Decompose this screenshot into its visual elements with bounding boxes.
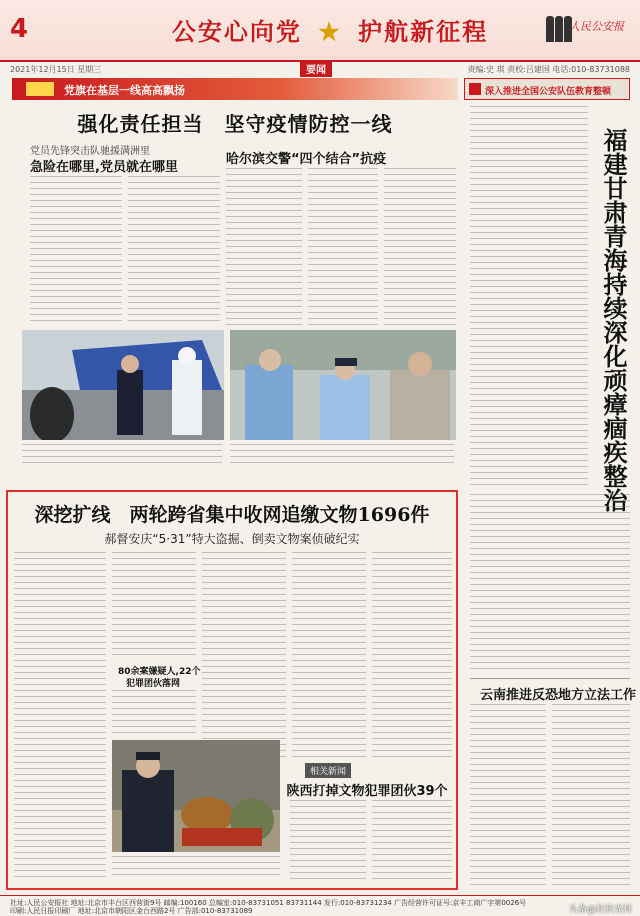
yunnan-headline: 云南推进反恐地方立法工作	[480, 688, 637, 703]
top-headline: 强化责任担当 坚守疫情防控一线	[77, 112, 393, 136]
issue-date: 2021年12月15日 星期三	[10, 65, 102, 74]
flag-icon	[26, 82, 54, 96]
article-text	[384, 168, 456, 326]
fujian-article-text	[470, 106, 588, 490]
newspaper-logo: 人民公安报	[569, 20, 624, 33]
emblem-icon	[469, 83, 481, 95]
tent-scene-image	[22, 330, 224, 440]
party-banner-label: 党旗在基层一线高高飘扬	[64, 84, 185, 97]
epidemic-photo-left	[22, 330, 224, 440]
feature-text	[372, 552, 452, 758]
traffic-police-image	[230, 330, 456, 440]
feature-section-heading: 80余案嫌疑人,22个	[118, 667, 201, 677]
photo-caption	[112, 856, 280, 878]
watermark: 头条@杜秋光林	[568, 905, 632, 915]
epidemic-photo-right	[230, 330, 456, 440]
artifact-photo	[112, 740, 280, 852]
footer-line: 印刷:人民日报印刷厂 地址:北京市朝阳区金台西路2号 广告部:010-83731089	[10, 907, 253, 915]
masthead-title	[140, 12, 520, 47]
footer-line: 社址:人民公安报社 地址:北京市丰台区西营街9号 邮编:100160 总编室:010-83731051 83731144 发行:010-83731234 广告经营许可证号:京丰工商广字第0026号	[10, 899, 527, 907]
related-news-headline: 陕西打掉文物犯罪团伙39个	[286, 784, 448, 799]
masthead-title-left: 公安心向党	[171, 17, 302, 46]
feature-text	[112, 690, 196, 736]
officer-with-artifacts-image	[112, 740, 280, 852]
feature-text	[112, 552, 196, 658]
party-banner	[12, 78, 458, 100]
article-text	[308, 168, 378, 326]
article-text	[30, 176, 122, 326]
feature-text	[202, 552, 286, 758]
photo-caption	[22, 444, 222, 468]
page-number: 4	[10, 14, 29, 44]
yunnan-article-text	[470, 704, 546, 890]
related-news-text	[290, 800, 366, 884]
related-news-text	[372, 800, 452, 884]
yunnan-article-text	[552, 704, 630, 890]
fujian-article-text	[470, 494, 630, 672]
masthead-title-right: 护航新征程	[358, 17, 489, 46]
feature-section-heading: 犯罪团伙落网	[126, 679, 181, 689]
sidebar-headline: 急险在哪里,党员就在哪里	[30, 160, 178, 175]
masthead	[0, 0, 640, 62]
education-banner	[464, 78, 630, 100]
sidebar-kicker: 党员先锋突击队驰援满洲里	[30, 146, 150, 157]
article-text	[128, 176, 220, 326]
section-label: 要闻	[300, 60, 332, 77]
photo-caption	[230, 444, 454, 468]
page-footer	[0, 895, 640, 916]
article-text	[226, 168, 302, 326]
feature-headline: 深挖扩线 两轮跨省集中收网追缴文物1696件	[34, 504, 430, 526]
divider	[470, 678, 630, 679]
feature-text	[14, 552, 106, 882]
related-news-tag: 相关新闻	[305, 763, 351, 778]
feature-text	[292, 552, 366, 758]
editor-credits: 责编:史 琪 责校:吕建国 电话:010-83731088	[467, 65, 630, 74]
feature-subheadline: 郝督安庆“5·31”特大盗掘、倒卖文物案侦破纪实	[104, 532, 360, 546]
education-banner-label: 深入推进全国公安队伍教育整顿	[485, 87, 612, 97]
harbin-headline: 哈尔滨交警“四个结合”抗疫	[226, 152, 387, 167]
fujian-vertical-headline: 福建甘肃青海持续深化顽瘴痼疾整治	[599, 128, 628, 512]
party-emblem-icon: ★	[318, 17, 342, 46]
